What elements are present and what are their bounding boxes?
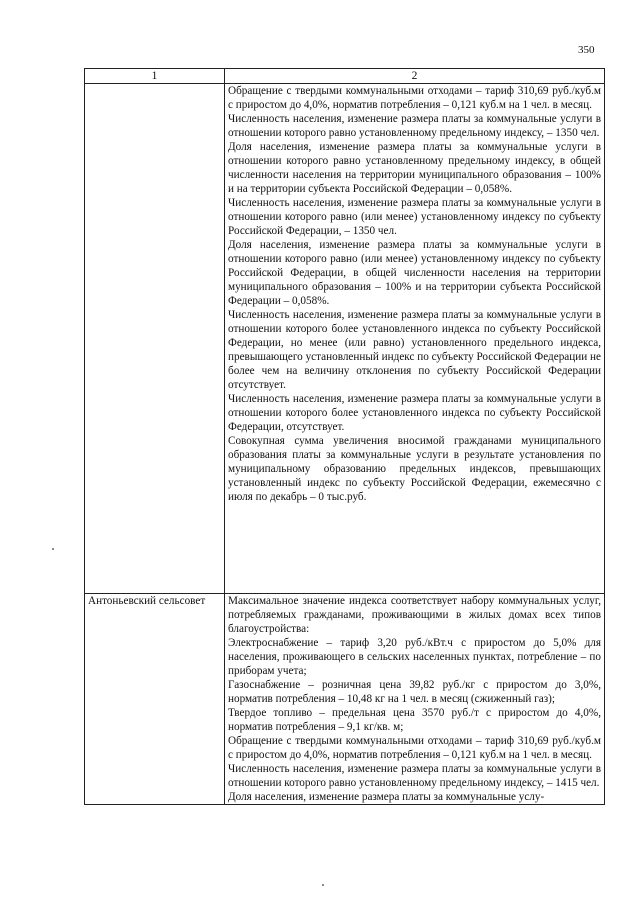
paragraph: Численность населения, изменение размера платы за коммунальные услуги в отношении которого более установленного индекса по субъекту Российской Федерации, но менее (или равно) установленного предельного индекса, превышающего установленный индекс по субъекту Российской Федерации не более чем на величину отклонения по субъекту Российской Федерации отсутствует. bbox=[228, 309, 601, 391]
paragraph: Численность населения, изменение размера платы за коммунальные услуги в отношении которого равно установленному предельному индексу, – 1415 чел. bbox=[228, 763, 601, 789]
row-content-cell bbox=[225, 594, 605, 805]
row-name-cell: Антоньевский сельсовет bbox=[85, 594, 225, 805]
table-header-row bbox=[85, 69, 605, 84]
paragraph: Численность населения, изменение размера платы за коммунальные услуги в отношении которого более установленного индекса по субъекту Российской Федерации, отсутствует. bbox=[228, 393, 601, 433]
paragraph: Доля населения, изменение размера платы за коммунальные услу- bbox=[228, 791, 545, 803]
paragraph: Газоснабжение – розничная цена 39,82 руб./кг с приростом до 3,0%, норматив потребления – 10,48 кг на 1 чел. в месяц (сжиженный газ); bbox=[228, 679, 601, 705]
paragraph: Электроснабжение – тариф 3,20 руб./кВт.ч с приростом до 5,0% для населения, проживающего в сельских населенных пунктах, потребление – по приборам учета; bbox=[228, 637, 601, 677]
paragraph: Численность населения, изменение размера платы за коммунальные услуги в отношении которого равно установленному предельному индексу, – 1350 чел. bbox=[228, 113, 601, 139]
document-table bbox=[84, 68, 605, 805]
paragraph: Численность населения, изменение размера платы за коммунальные услуги в отношении которого равно (или менее) установленному индексу по субъекту Российской Федерации, – 1350 чел. bbox=[228, 197, 601, 237]
scan-speck bbox=[322, 884, 324, 886]
paragraph: Обращение с твердыми коммунальными отходами – тариф 310,69 руб./куб.м с приростом до 4,0%, норматив потребления – 0,121 куб.м на 1 чел. в месяц. bbox=[228, 735, 601, 761]
paragraph: Доля населения, изменение размера платы за коммунальные услуги в отношении которого равно установленному предельному индексу, в общей численности населения на территории муниципального образования – 100% и на территории субъекта Российской Федерации – 0,058%. bbox=[228, 141, 601, 195]
paragraph: Совокупная сумма увеличения вносимой гражданами муниципального образования платы за коммунальные услуги в результате установления по муниципальному образованию предельных индексов, превышающих установленный индекс по субъекту Российской Федерации, ежемесячно с июля по декабрь – 0 тыс.руб. bbox=[228, 435, 601, 503]
row-content-cell bbox=[225, 84, 605, 594]
table-row bbox=[85, 594, 605, 805]
column-header-2: 2 bbox=[225, 69, 605, 84]
table-row bbox=[85, 84, 605, 594]
scan-speck bbox=[52, 548, 54, 550]
page-number: 350 bbox=[578, 44, 595, 56]
paragraph: Доля населения, изменение размера платы за коммунальные услуги в отношении которого равно (или менее) установленному индексу по субъекту Российской Федерации, в общей численности населения на территории муниципального образования – 100% и на территории субъекта Российской Федерации – 0,058%. bbox=[228, 239, 601, 307]
paragraph: Максимальное значение индекса соответствует набору коммунальных услуг, потребляемых гражданами, проживающими в жилых домах всех типов благоустройства: bbox=[228, 595, 601, 635]
paragraph: Обращение с твердыми коммунальными отходами – тариф 310,69 руб./куб.м с приростом до 4,0%, норматив потребления – 0,121 куб.м на 1 чел. в месяц. bbox=[228, 85, 601, 111]
paragraph: Твердое топливо – предельная цена 3570 руб./т с приростом до 4,0%, норматив потребления – 9,1 кг/кв. м; bbox=[228, 707, 601, 733]
row-name-cell bbox=[85, 84, 225, 594]
column-header-1: 1 bbox=[85, 69, 225, 84]
